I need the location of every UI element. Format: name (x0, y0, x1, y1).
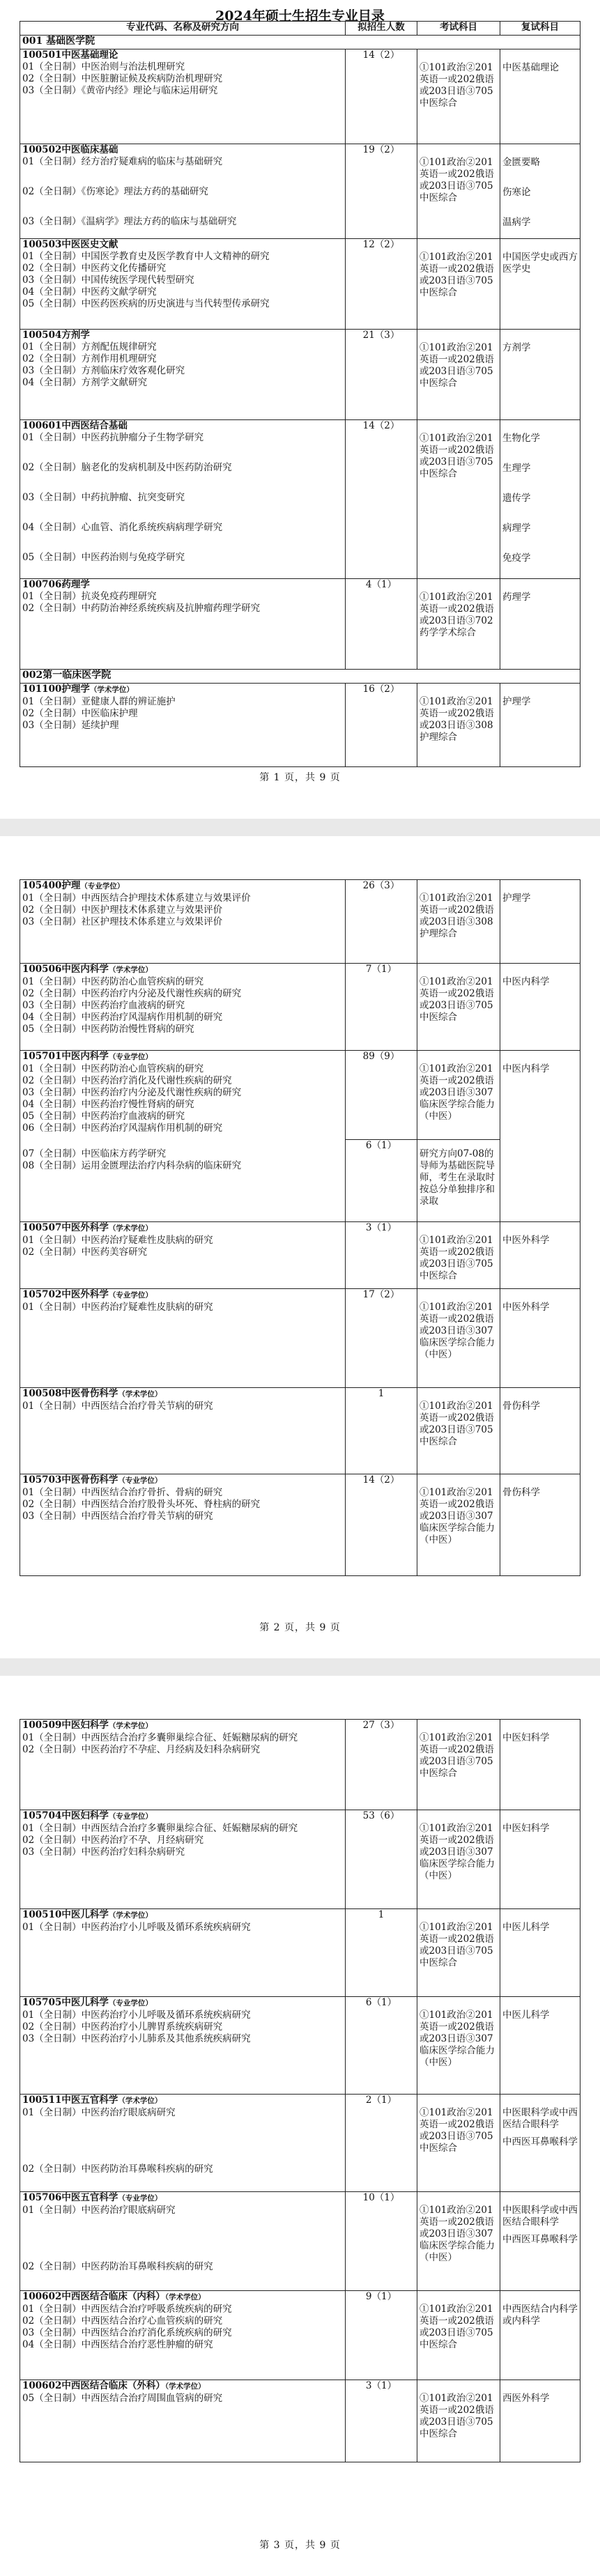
table-header (20, 22, 580, 36)
major-name: 105706中医五官科学（专业学位） (22, 2192, 162, 2203)
exam-subjects: ①101政治②201英语一或202俄语或203日语③705中医综合 (417, 1222, 500, 1289)
plan-count: 3（1） (346, 1222, 417, 1289)
direction: 01（全日制）中医药治疗小儿呼吸及循环系统疾病研究 (22, 1922, 251, 1933)
major-name: 101100护理学（学术学位） (22, 684, 134, 695)
retest-subject: 中医眼科学或中西医结合眼科学 中西医耳鼻喉科学 (500, 2095, 580, 2192)
direction: 01（全日制）中西医结合治疗多囊卵巢综合征、妊娠糖尿病的研究 (22, 1823, 298, 1834)
table-row (20, 1388, 580, 1474)
major-name: 100511中医五官科学（学术学位） (22, 2095, 162, 2106)
direction: 03（全日制）中医药治疗血液病的研究 (22, 1000, 185, 1011)
retest-subject: 生物化学 生理学 遗传学 病理学 免疫学 (500, 420, 580, 579)
table-row (20, 420, 580, 579)
direction: 02（全日制）中医药治疗不孕症、月经病及妇科杂病研究 (22, 1744, 261, 1755)
retest-subject: 中医基础理论 (500, 49, 580, 144)
direction: 03（全日制）社区护理技术体系建立与效果评价 (22, 916, 223, 927)
retest-subject: 中医外科学 (500, 1222, 580, 1289)
major-cell (20, 684, 346, 767)
major-name: 100502中医临床基础 (22, 144, 118, 155)
direction: 01（全日制）抗炎免疫药理研究 (22, 591, 157, 602)
exam-subjects: ①101政治②201英语一或202俄语或203日语③702药学学术综合 (417, 579, 500, 670)
direction: 01（全日制）中医药治疗小儿呼吸及循环系统疾病研究 (22, 2010, 251, 2021)
exam-subjects: ①101政治②201英语一或202俄语或203日语③705中医综合 (417, 1720, 500, 1810)
header-retest: 复试科目 (500, 22, 580, 36)
exam-subjects: ①101政治②201英语一或202俄语或203日语③307临床医学综合能力（中医） (417, 2192, 500, 2291)
plan-count: 7（1） (346, 964, 417, 1051)
retest-subject: 中医儿科学 (500, 1909, 580, 1997)
table-row (20, 1810, 580, 1909)
plan-count: 27（3） (346, 1720, 417, 1810)
direction: 01（全日制）中医药治疗疑难性皮肤病的研究 (22, 1235, 213, 1246)
retest-subject: 金匮要略 伤寒论 温病学 (500, 144, 580, 239)
plan-count: 1 (346, 1909, 417, 1997)
direction: 01（全日制）亚健康人群的辨证施护 (22, 696, 176, 707)
major-name: 100510中医儿科学（学术学位） (22, 1909, 153, 1920)
major-cell (20, 1997, 346, 2095)
plan-count: 89（9） (346, 1051, 417, 1140)
major-cell (20, 880, 346, 964)
table-row (20, 880, 580, 964)
direction: 01（全日制）中医药防治心血管疾病的研究 (22, 976, 204, 987)
direction: 02（全日制）《伤寒论》理法方药的基础研究 (22, 186, 208, 197)
major-name: 105400护理（专业学位） (22, 880, 125, 891)
plan-count: 6（1） (346, 1140, 417, 1222)
retest-subject: 西医外科学 (500, 2380, 580, 2462)
direction: 02（全日制）中药防治神经系统疾病及抗肿瘤药理学研究 (22, 603, 261, 614)
table-row (20, 2380, 580, 2462)
major-name: 100509中医妇科学（学术学位） (22, 1720, 153, 1731)
plan-count: 14（2） (346, 420, 417, 579)
plan-count: 9（1） (346, 2291, 417, 2380)
plan-count: 1 (346, 1388, 417, 1474)
major-name: 100501中医基础理论 (22, 49, 118, 61)
page-1 (0, 0, 600, 819)
table-row (20, 2291, 580, 2380)
direction: 03（全日制）《温病学》理法方药的临床与基础研究 (22, 216, 237, 227)
direction: 03（全日制）中西医结合治疗消化系统疾病的研究 (22, 2327, 232, 2338)
retest-subject: 骨伤科学 (500, 1474, 580, 1576)
direction: 05（全日制）中医药医疾病的历史演进与当代转型传承研究 (22, 298, 270, 309)
direction: 01（全日制）中西医结合护理技术体系建立与效果评价 (22, 893, 251, 904)
direction: 02（全日制）中医药美容研究 (22, 1247, 148, 1258)
table-row (20, 330, 580, 420)
header-exam: 考试科目 (417, 22, 500, 36)
major-cell (20, 1810, 346, 1909)
header-major: 专业代码、名称及研究方向 (20, 22, 346, 36)
exam-subjects: ①101政治②201英语一或202俄语或203日语③705中医综合 (417, 2095, 500, 2192)
major-cell (20, 144, 346, 239)
direction: 01（全日制）中西医结合治疗多囊卵巢综合征、妊娠糖尿病的研究 (22, 1732, 298, 1743)
retest-subject: 中医妇科学 (500, 1810, 580, 1909)
major-cell (20, 1051, 346, 1140)
major-cell (20, 1909, 346, 1997)
table-row (20, 1474, 580, 1576)
plan-count: 2（1） (346, 2095, 417, 2192)
major-name: 105704中医妇科学（专业学位） (22, 1810, 153, 1821)
retest-subject (500, 1140, 580, 1222)
direction: 01（全日制）经方治疗疑难病的临床与基础研究 (22, 156, 223, 167)
direction: 05（全日制）中医药治则与免疫学研究 (22, 552, 185, 563)
table-row (20, 1997, 580, 2095)
plan-count: 19（2） (346, 144, 417, 239)
retest-subject: 中西医结合内科学或内科学 (500, 2291, 580, 2380)
major-cell (20, 2095, 346, 2192)
table-row (20, 579, 580, 670)
retest-subject: 骨伤科学 (500, 1388, 580, 1474)
page-3 (0, 1676, 600, 2576)
page-footer: 第 1 页，共 9 页 (259, 772, 341, 783)
major-name: 105703中医骨伤科学（专业学位） (22, 1474, 162, 1486)
direction: 03（全日制）中医药治疗妇科杂病研究 (22, 1846, 185, 1858)
retest-subject: 药理学 (500, 579, 580, 670)
exam-subjects: ①101政治②201英语一或202俄语或203日语③307临床医学综合能力（中医） (417, 1810, 500, 1909)
direction: 06（全日制）中医药治疗风湿病作用机制的研究 (22, 1123, 223, 1134)
section-row (20, 670, 580, 684)
direction: 03（全日制）中国传统医学现代转型研究 (22, 275, 194, 286)
direction: 03（全日制）延续护理 (22, 720, 119, 731)
direction: 02（全日制）方剂作用机理研究 (22, 353, 157, 364)
plan-count: 4（1） (346, 579, 417, 670)
direction: 02（全日制）中医药防治耳鼻喉科疾病的研究 (22, 2261, 213, 2272)
major-cell (20, 1388, 346, 1474)
exam-subjects: ①101政治②201英语一或202俄语或203日语③705中医综合 (417, 239, 500, 330)
major-name: 100602中西医结合临床（外科）（学术学位） (22, 2380, 206, 2391)
plan-count: 14（2） (346, 49, 417, 144)
major-name: 100706药理学 (22, 579, 90, 590)
plan-count: 16（2） (346, 684, 417, 767)
exam-subjects: ①101政治②201英语一或202俄语或203日语③307临床医学综合能力（中医） (417, 1474, 500, 1576)
retest-subject: 中医妇科学 (500, 1720, 580, 1810)
direction: 02（全日制）中医药治疗内分泌及代谢性疾病的研究 (22, 988, 242, 999)
major-cell (20, 330, 346, 420)
major-cell (20, 1289, 346, 1388)
direction: 03（全日制）中西医结合治疗骨关节病的研究 (22, 1511, 213, 1522)
major-cell (20, 239, 346, 330)
retest-subject: 中医内科学 (500, 964, 580, 1051)
plan-count: 21（3） (346, 330, 417, 420)
exam-subjects: ①101政治②201英语一或202俄语或203日语③705中医综合 (417, 1388, 500, 1474)
table-row (20, 1222, 580, 1289)
exam-subjects: ①101政治②201英语一或202俄语或203日语③705中医综合 (417, 2380, 500, 2462)
exam-note: 研究方向07-08的导师为基础医院导师，考生在录取时按总分单独排序和录取 (417, 1140, 500, 1222)
major-cell (20, 1222, 346, 1289)
direction: 01（全日制）中国医学教育史及医学教育中人文精神的研究 (22, 251, 270, 262)
direction: 02（全日制）中医药治疗小儿脾胃系统疾病研究 (22, 2021, 223, 2033)
direction: 02（全日制）中医脏腑证候及疾病防治机理研究 (22, 73, 223, 84)
direction: 01（全日制）中西医结合治疗骨关节病的研究 (22, 1401, 213, 1412)
plan-count: 53（6） (346, 1810, 417, 1909)
catalog-table-page-2 (20, 879, 580, 1576)
retest-subject: 中医眼科学或中西医结合眼科学 中西医耳鼻喉科学 (500, 2192, 580, 2291)
major-name: 105705中医儿科学（专业学位） (22, 1997, 153, 2008)
direction: 01（全日制）中医治则与治法机理研究 (22, 61, 185, 72)
major-cell (20, 420, 346, 579)
plan-count: 3（1） (346, 2380, 417, 2462)
exam-subjects: ①101政治②201英语一或202俄语或203日语③705中医综合 (417, 144, 500, 239)
table-row (20, 964, 580, 1051)
direction: 04（全日制）中西医结合治疗恶性肿瘤的研究 (22, 2339, 213, 2350)
catalog-table-page-3 (20, 1719, 580, 2462)
plan-count: 12（2） (346, 239, 417, 330)
plan-count: 10（1） (346, 2192, 417, 2291)
exam-subjects: ①101政治②201英语一或202俄语或203日语③308护理综合 (417, 880, 500, 964)
direction: 02（全日制）中西医结合治疗心血管疾病的研究 (22, 2315, 223, 2327)
direction: 01（全日制）中医药防治心血管疾病的研究 (22, 1063, 204, 1074)
major-name: 105702中医外科学（专业学位） (22, 1289, 153, 1300)
exam-subjects: ①101政治②201英语一或202俄语或203日语③705中医综合 (417, 1909, 500, 1997)
retest-subject: 护理学 (500, 684, 580, 767)
exam-subjects: ①101政治②201英语一或202俄语或203日语③705中医综合 (417, 964, 500, 1051)
plan-count: 26（3） (346, 880, 417, 964)
direction: 02（全日制）中医药文化传播研究 (22, 263, 167, 274)
direction: 03（全日制）中医药治疗内分泌及代谢性疾病的研究 (22, 1087, 242, 1098)
direction: 03（全日制）方剂临床疗效客观化研究 (22, 365, 185, 376)
exam-subjects: ①101政治②201英语一或202俄语或203日语③705中医综合 (417, 330, 500, 420)
section-row (20, 36, 580, 49)
table-row (20, 684, 580, 767)
page-footer: 第 3 页，共 9 页 (259, 2540, 341, 2551)
plan-count: 17（2） (346, 1289, 417, 1388)
header-plan: 拟招生人数 (346, 22, 417, 36)
major-name: 100507中医外科学（学术学位） (22, 1222, 153, 1233)
page-2 (0, 836, 600, 1658)
catalog-title: 2024年硕士生招生专业目录 (215, 8, 385, 24)
table-row (20, 144, 580, 239)
plan-count: 6（1） (346, 1997, 417, 2095)
exam-subjects: ①101政治②201英语一或202俄语或203日语③705中医综合 (417, 49, 500, 144)
direction: 03（全日制）《黄帝内经》理论与临床运用研究 (22, 85, 218, 96)
direction: 04（全日制）中医药治疗风湿病作用机制的研究 (22, 1012, 223, 1023)
direction: 04（全日制）方剂学文献研究 (22, 377, 148, 388)
major-name: 100602中西医结合临床（内科）（学术学位） (22, 2291, 206, 2302)
direction: 02（全日制）脑老化的发病机制及中医药防治研究 (22, 462, 232, 473)
table-row (20, 1051, 580, 1140)
direction: 05（全日制）中医药治疗血液病的研究 (22, 1111, 185, 1122)
direction: 02（全日制）中医护理技术体系建立与效果评价 (22, 904, 223, 916)
retest-subject: 中医儿科学 (500, 1997, 580, 2095)
direction: 02（全日制）中医临床护理 (22, 708, 138, 719)
section-title: 002第一临床医学院 (20, 670, 580, 684)
retest-subject: 中国医学史或西方医学史 (500, 239, 580, 330)
retest-subject: 护理学 (500, 880, 580, 964)
direction: 02（全日制）中西医结合治疗股骨头坏死、脊柱病的研究 (22, 1499, 261, 1510)
direction: 01（全日制）中医药治疗眼底病研究 (22, 2107, 176, 2118)
direction: 01（全日制）方剂配伍规律研究 (22, 341, 157, 353)
retest-subject: 中医内科学 (500, 1051, 580, 1140)
major-cell (20, 2291, 346, 2380)
exam-subjects: ①101政治②201英语一或202俄语或203日语③705中医综合 (417, 420, 500, 579)
table-row (20, 1289, 580, 1388)
plan-count: 14（2） (346, 1474, 417, 1576)
retest-subject: 中医外科学 (500, 1289, 580, 1388)
exam-subjects: ①101政治②201英语一或202俄语或203日语③705中医综合 (417, 2291, 500, 2380)
major-name: 100503中医医史文献 (22, 239, 118, 250)
exam-subjects: ①101政治②201英语一或202俄语或203日语③307临床医学综合能力（中医） (417, 1997, 500, 2095)
exam-subjects: ①101政治②201英语一或202俄语或203日语③307临床医学综合能力（中医） (417, 1289, 500, 1388)
section-title: 001 基础医学院 (20, 36, 580, 49)
table-row (20, 49, 580, 144)
major-name: 100506中医内科学（学术学位） (22, 964, 153, 975)
direction: 01（全日制）中西医结合治疗呼吸系统疾病的研究 (22, 2304, 232, 2315)
major-cell (20, 1720, 346, 1810)
catalog-table-page-1 (20, 21, 580, 767)
direction: 04（全日制）中医药文献学研究 (22, 286, 157, 298)
major-name: 105701中医内科学（专业学位） (22, 1051, 153, 1062)
major-cell (20, 2192, 346, 2291)
direction: 01（全日制）中医药治疗疑难性皮肤病的研究 (22, 1302, 213, 1313)
direction: 03（全日制）中药抗肿瘤、抗突变研究 (22, 492, 185, 503)
direction: 02（全日制）中医药治疗不孕、月经病研究 (22, 1835, 204, 1846)
major-name: 100601中西医结合基础 (22, 420, 128, 431)
direction: 08（全日制）运用金匮理法治疗内科杂病的临床研究 (22, 1159, 242, 1171)
direction: 05（全日制）中西医结合治疗周围血管病的研究 (22, 2393, 223, 2404)
major-cell (20, 2380, 346, 2462)
table-row (20, 2095, 580, 2192)
major-cell (20, 49, 346, 144)
table-row (20, 239, 580, 330)
major-cell (20, 964, 346, 1051)
exam-subjects: ①101政治②201英语一或202俄语或203日语③308护理综合 (417, 684, 500, 767)
table-row (20, 1140, 580, 1222)
direction: 01（全日制）中医药治疗眼底病研究 (22, 2205, 176, 2216)
direction: 04（全日制）心血管、消化系统疾病病理学研究 (22, 522, 223, 533)
table-row (20, 2192, 580, 2291)
direction: 05（全日制）中医药防治慢性肾病的研究 (22, 1024, 194, 1035)
exam-subjects: ①101政治②201英语一或202俄语或203日语③307临床医学综合能力（中医） (417, 1051, 500, 1140)
major-cell (20, 1140, 346, 1222)
direction: 03（全日制）中医药治疗小儿肺系及其他系统疾病研究 (22, 2033, 251, 2044)
direction: 07（全日制）中医临床方药学研究 (22, 1148, 167, 1159)
direction: 02（全日制）中医药防治耳鼻喉科疾病的研究 (22, 2164, 213, 2175)
table-row (20, 1909, 580, 1997)
direction: 01（全日制）中医药抗肿瘤分子生物学研究 (22, 432, 204, 443)
major-cell (20, 1474, 346, 1576)
major-name: 100504方剂学 (22, 330, 90, 341)
direction: 01（全日制）中西医结合治疗骨折、骨病的研究 (22, 1487, 223, 1498)
direction: 02（全日制）中医药治疗消化及代谢性疾病的研究 (22, 1075, 232, 1086)
retest-subject: 方剂学 (500, 330, 580, 420)
page-footer: 第 2 页，共 9 页 (259, 1622, 341, 1633)
direction: 04（全日制）中医药治疗慢性肾病的研究 (22, 1099, 194, 1110)
table-row (20, 1720, 580, 1810)
major-cell (20, 579, 346, 670)
major-name: 100508中医骨伤科学（学术学位） (22, 1388, 162, 1399)
